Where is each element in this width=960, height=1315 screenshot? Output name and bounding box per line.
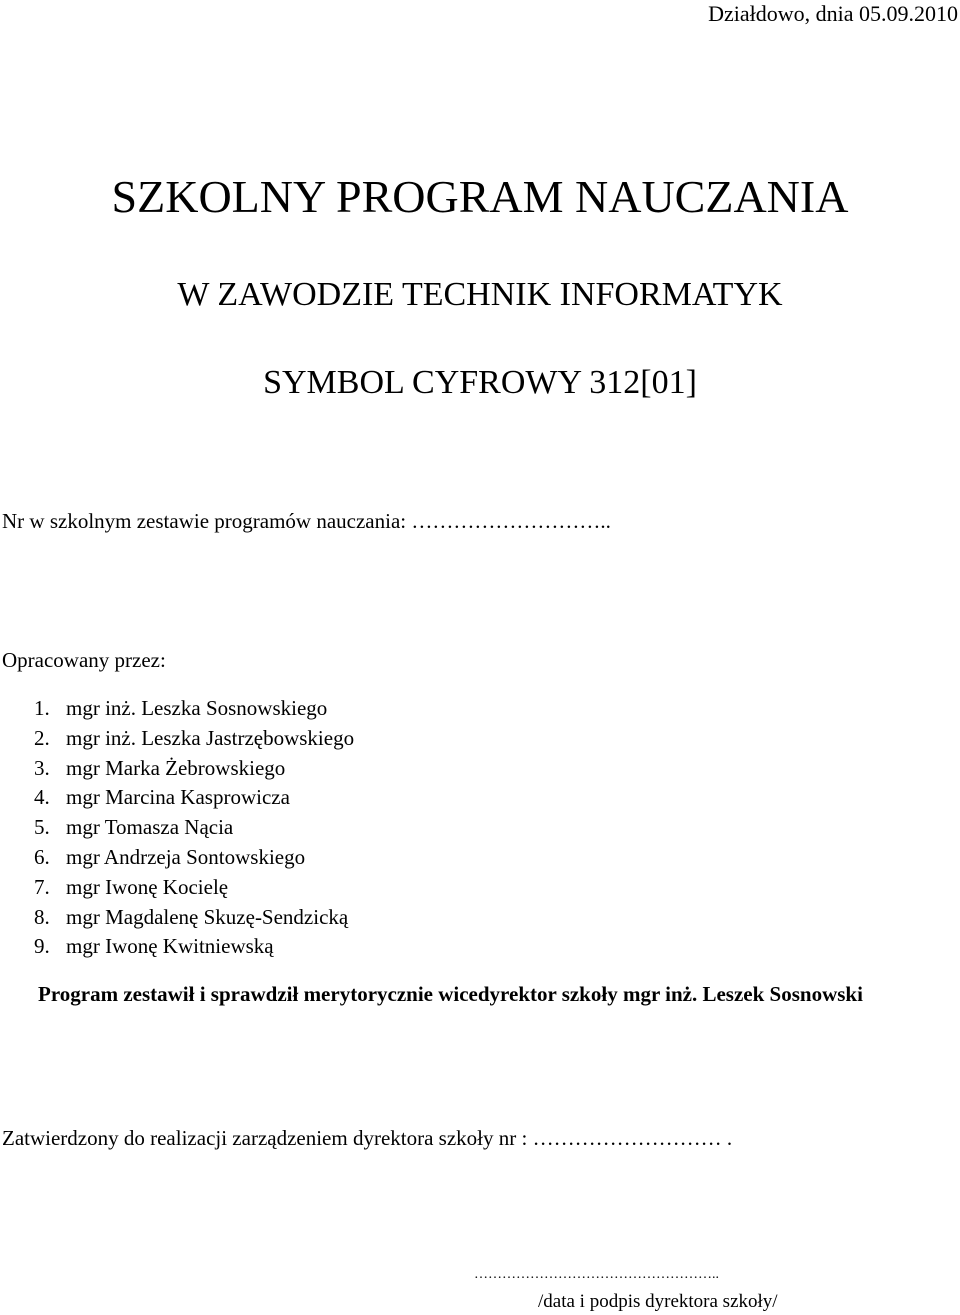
author-name: mgr Magdalenę Skuzę-Sendzicką [66, 904, 349, 929]
author-item [34, 903, 354, 933]
document-subtitle: W ZAWODZIE TECHNIK INFORMATYK [177, 276, 783, 313]
author-number: 7. [34, 874, 50, 899]
author-number: 6. [34, 844, 50, 869]
signature-label: /data i podpis dyrektora szkoły/ [538, 1291, 778, 1312]
author-name: mgr inż. Leszka Jastrzębowskiego [66, 725, 355, 750]
place-date: Działdowo, dnia 05.09.2010 [708, 1, 958, 26]
author-item [34, 724, 354, 754]
prepared-by-label: Opracowany przez: [2, 648, 166, 672]
author-item [34, 932, 354, 962]
author-number: 2. [34, 725, 50, 750]
author-name: mgr Marcina Kasprowicza [66, 785, 290, 810]
author-name: mgr Andrzeja Sontowskiego [66, 844, 306, 869]
authors-list [34, 694, 354, 962]
author-item [34, 813, 354, 843]
author-item [34, 873, 354, 903]
author-item [34, 694, 354, 724]
compiled-by-statement: Program zestawił i sprawdził merytorycznie wicedyrektor szkoły mgr inż. Leszek Sosnowski [38, 982, 863, 1006]
author-name: mgr Iwonę Kocielę [66, 874, 229, 899]
author-item [34, 754, 354, 784]
signature-line: …………………………………………….. [474, 1267, 719, 1282]
author-item [34, 843, 354, 873]
author-item [34, 783, 354, 813]
author-name: mgr inż. Leszka Sosnowskiego [66, 696, 328, 720]
author-number: 4. [34, 785, 50, 810]
author-name: mgr Marka Żebrowskiego [66, 755, 286, 780]
document-title: SZKOLNY PROGRAM NAUCZANIA [111, 171, 849, 222]
author-name: mgr Iwonę Kwitniewską [66, 934, 274, 959]
author-number: 8. [34, 904, 50, 929]
profession-symbol: SYMBOL CYFROWY 312[01] [263, 364, 697, 401]
author-number: 1. [34, 696, 50, 720]
author-number: 3. [34, 755, 50, 780]
author-number: 5. [34, 815, 50, 840]
author-name: mgr Tomasza Nącia [66, 815, 234, 840]
approval-line: Zatwierdzony do realizacji zarządzeniem dyrektora szkoły nr : ……………………… . [2, 1126, 733, 1150]
author-number: 9. [34, 934, 50, 959]
program-number-line: Nr w szkolnym zestawie programów nauczania: ……………………….. [2, 509, 611, 533]
